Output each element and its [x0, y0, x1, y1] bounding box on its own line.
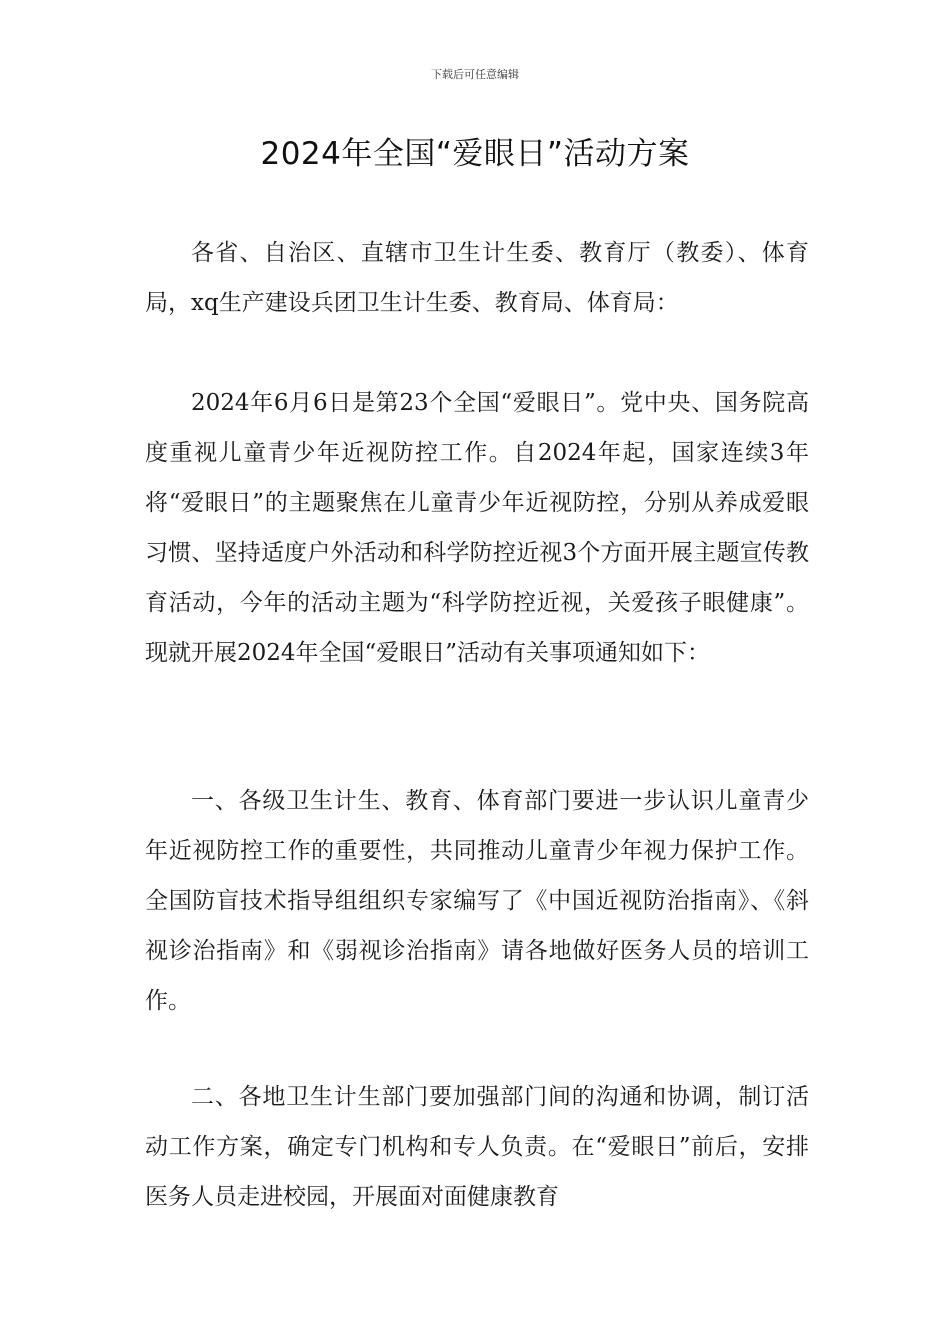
document-title: 2024年全国“爱眼日”活动方案	[260, 136, 690, 172]
header-note: 下载后可任意编辑	[431, 68, 519, 81]
paragraph-salutation: 各省、自治区、直辖市卫生计生委、教育厅（教委）、体育局，xq生产建设兵团卫生计生委、教育局、体育局：	[145, 240, 809, 316]
paragraph-item-2: 二、各地卫生计生部门要加强部门间的沟通和协调，制订活动工作方案，确定专门机构和专人负责。在“爱眼日”前后，安排医务人员走进校园，开展面对面健康教育	[145, 1084, 809, 1210]
paragraph-item-1: 一、各级卫生计生、教育、体育部门要进一步认识儿童青少年近视防控工作的重要性，共同推动儿童青少年视力保护工作。全国防盲技术指导组组织专家编写了《中国近视防治指南》、《斜视诊治指南》和《弱视诊治指南》请各地做好医务人员的培训工作。	[145, 788, 809, 1014]
paragraph-intro: 2024年6月6日是第23个全国“爱眼日”。党中央、国务院高度重视儿童青少年近视防控工作。自2024年起，国家连续3年将“爱眼日”的主题聚焦在儿童青少年近视防控，分别从养成爱眼习惯、坚持适度户外活动和科学防控近视3个方面开展主题宣传教育活动，今年的活动主题为“科学防控近视，关爱孩子眼健康”。现就开展2024年全国“爱眼日”活动有关事项通知如下：	[145, 390, 809, 666]
